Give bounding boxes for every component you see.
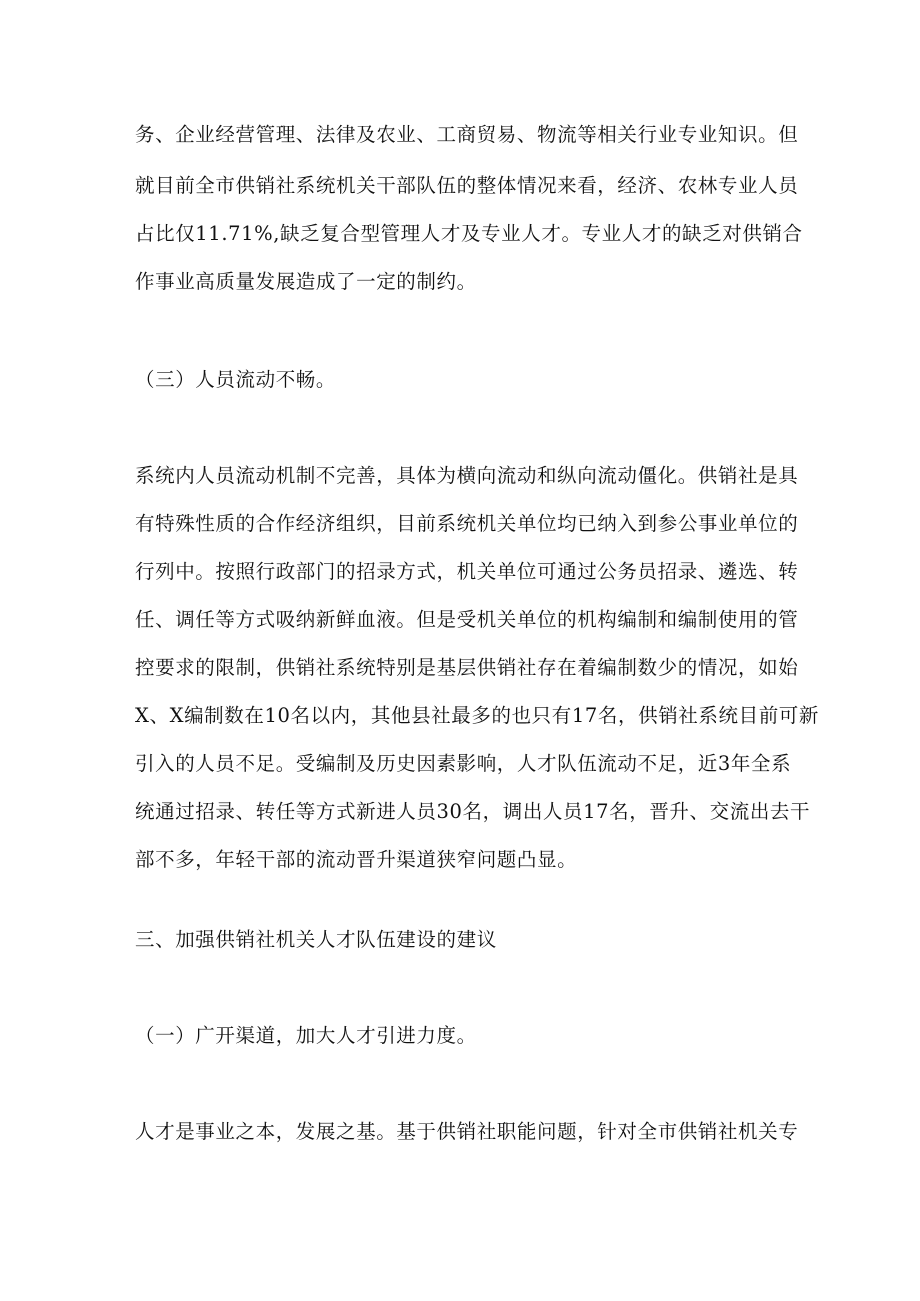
paragraph-line: 引入的人员不足。受编制及历史因素影响，人才队伍流动不足，近3年全系 [135,752,792,775]
paragraph-line: 任、调任等方式吸纳新鲜血液。但是受机关单位的机构编制和编制使用的管 [135,608,799,631]
paragraph-line: 统通过招录、转任等方式新进人员30名，调出人员17名，晋升、交流出去干 [135,800,811,823]
paragraph-line: 部不多，年轻干部的流动晋升渠道狭窄问题凸显。 [135,848,578,871]
paragraph-line: 控要求的限制，供销社系统特别是基层供销社存在着编制数少的情况，如始 [135,656,799,679]
subheading-recruitment: （一）广开渠道，加大人才引进力度。 [135,1024,477,1047]
paragraph-line: 就目前全市供销社系统机关干部队伍的整体情况来看，经济、农林专业人员 [135,174,799,197]
paragraph-line: 作事业高质量发展造成了一定的制约。 [135,270,477,293]
paragraph-line: 人才是事业之本，发展之基。基于供销社职能问题，针对全市供销社机关专 [135,1120,799,1143]
section-heading: 三、加强供销社机关人才队伍建设的建议 [135,928,497,951]
paragraph-line: 行列中。按照行政部门的招录方式，机关单位可通过公务员招录、遴选、转 [135,560,799,583]
paragraph-line: 有特殊性质的合作经济组织，目前系统机关单位均已纳入到参公事业单位的 [135,512,799,535]
paragraph-line: 系统内人员流动机制不完善，具体为横向流动和纵向流动僵化。供销社是具 [135,464,799,487]
paragraph-line: 务、企业经营管理、法律及农业、工商贸易、物流等相关行业专业知识。但 [135,123,799,146]
subheading-personnel-flow: （三）人员流动不畅。 [135,368,337,391]
paragraph-line: 占比仅11.71%,缺乏复合型管理人才及专业人才。专业人才的缺乏对供销合 [135,222,803,245]
paragraph-line: X、X编制数在10名以内，其他县社最多的也只有17名，供销社系统目前可新 [135,704,819,727]
